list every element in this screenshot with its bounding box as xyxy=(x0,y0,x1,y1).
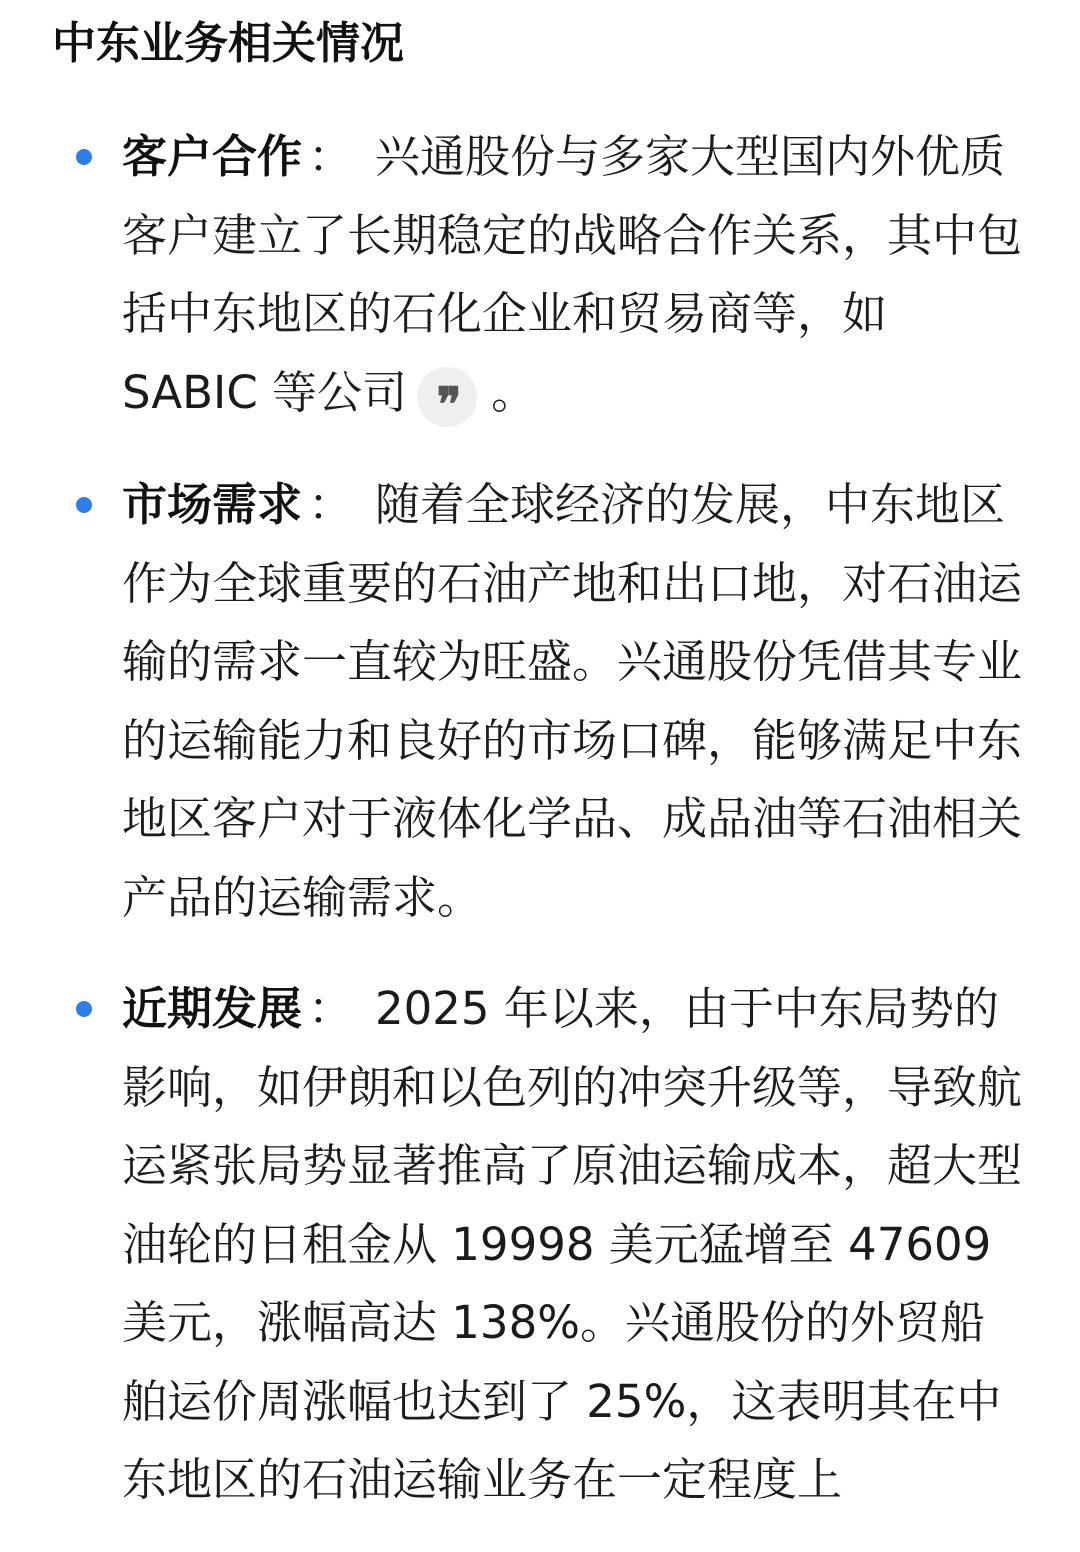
bullet-dot-icon xyxy=(76,149,92,165)
list-item xyxy=(122,466,1022,937)
list-item xyxy=(122,118,1022,432)
item-colon: ： xyxy=(308,982,354,1035)
item-term: 市场需求 xyxy=(122,478,303,531)
item-text: 2025 年以来，由于中东局势的影响，如伊朗和以色列的冲突升级等，导致航运紧张局势显著推高了原油运输成本，超大型油轮的日租金从 19998 美元猛增至 47609 美元，涨幅高达 138%。兴通股份的外贸船舶运价周涨幅也达到了 25%，这表明其在中东地区的石油运输业务在一定程度上 xyxy=(122,982,1023,1506)
item-text: 随着全球经济的发展，中东地区作为全球重要的石油产地和出口地，对石油运输的需求一直较为旺盛。兴通股份凭借其专业的运输能力和良好的市场口碑，能够满足中东地区客户对于液体化学品、成品油等石油相关产品的运输需求。 xyxy=(122,478,1023,924)
bullet-dot-icon xyxy=(76,497,92,513)
list-item xyxy=(122,970,1022,1520)
section-heading: 中东业务相关情况 xyxy=(52,18,404,69)
item-end-punct: 。 xyxy=(491,365,537,419)
item-colon: ： xyxy=(308,130,354,183)
item-term: 客户合作 xyxy=(122,130,303,183)
item-term: 近期发展 xyxy=(122,982,303,1035)
bullet-dot-icon xyxy=(76,1001,92,1017)
quote-icon[interactable]: ❞ xyxy=(417,367,477,427)
item-text: 兴通股份与多家大型国内外优质客户建立了长期稳定的战略合作关系，其中包括中东地区的石化企业和贸易商等，如 SABIC 等公司 xyxy=(122,130,1023,419)
item-colon: ： xyxy=(308,478,354,531)
